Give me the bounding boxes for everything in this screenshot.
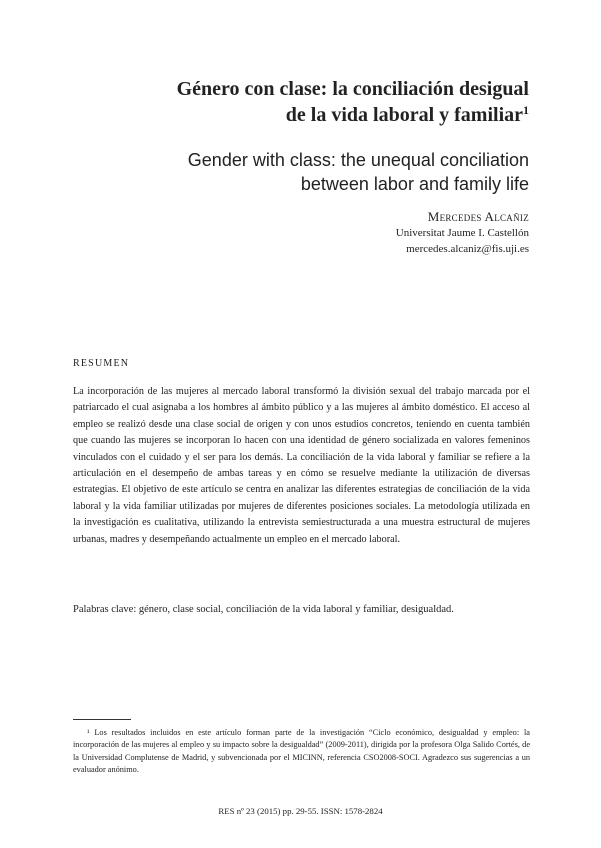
title-spanish-line-1: Género con clase: la conciliación desigual: [176, 78, 529, 100]
title-spanish-line-2: [69, 102, 529, 128]
title-english-line-2: between labor and family life: [300, 174, 529, 194]
title-spanish: [69, 76, 529, 128]
abstract-heading: RESUMEN: [73, 358, 130, 369]
abstract-body: [73, 384, 530, 548]
footnote: ¹ Los resultados incluidos en este artículo forman parte de la investigación “Ciclo económico, desigualdad y empleo: la incorporación de las mujeres al empleo y su impacto sobre la desigualdad” (2009-2011), dirigida por la profesora Olga Salido Cortés, de la Universidad Complutense de Madrid, y subvencionada por el MICINN, referencia CSO2008-SOCI. Agradezco sus sugerencias a un evaluador anónimo.: [73, 728, 530, 775]
title-spanish-line-2-text: de la vida laboral y familiar: [285, 104, 523, 126]
footnote-divider: [73, 719, 131, 720]
author-affiliation: Universitat Jaume I. Castellón: [395, 227, 529, 239]
page-footer: RES nº 23 (2015) pp. 29-55. ISSN: 1578-2824: [218, 806, 383, 816]
keywords: Palabras clave: género, clase social, conciliación de la vida laboral y familiar, desigualdad.: [73, 604, 454, 615]
title-english-line-1: Gender with class: the unequal conciliation: [187, 150, 529, 170]
abstract-text: La incorporación de las mujeres al mercado laboral transformó la división sexual del trabajo marcada por el patriarcado el cual asignaba a los hombres al ámbito público y a las mujeres al ámbito doméstico. El acceso al empleo se realizó desde una clase social de origen y con unos estudios concretos, teniendo en cuenta también que cuando las mujeres se incorporan lo hacen con una identidad de género socializada en valores femeninos vinculados con el cuidado y el ser para los demás. La conciliación de la vida laboral y familiar se refiere a la articulación en el desempeño de ambas tareas y en cómo se resuelve mediante la utilización de diversas estrategias. El objetivo de este artículo se centra en analizar las diferentes estrategias de conciliación de la vida laboral y la vida familiar utilizadas por mujeres de diferentes posiciones sociales. La metodología utilizada en la investigación es cualitativa, utilizando la entrevista semiestructurada a una muestra estructural de mujeres urbanas, madres y desempeñando actualmente un empleo en el mercado laboral.: [73, 386, 530, 545]
footnote-marker[interactable]: 1: [523, 103, 529, 117]
author-email[interactable]: mercedes.alcaniz@fis.uji.es: [406, 243, 529, 255]
author-name: Mercedes Alcañiz: [427, 209, 529, 224]
title-english: [69, 148, 529, 196]
author-block: [229, 209, 529, 257]
